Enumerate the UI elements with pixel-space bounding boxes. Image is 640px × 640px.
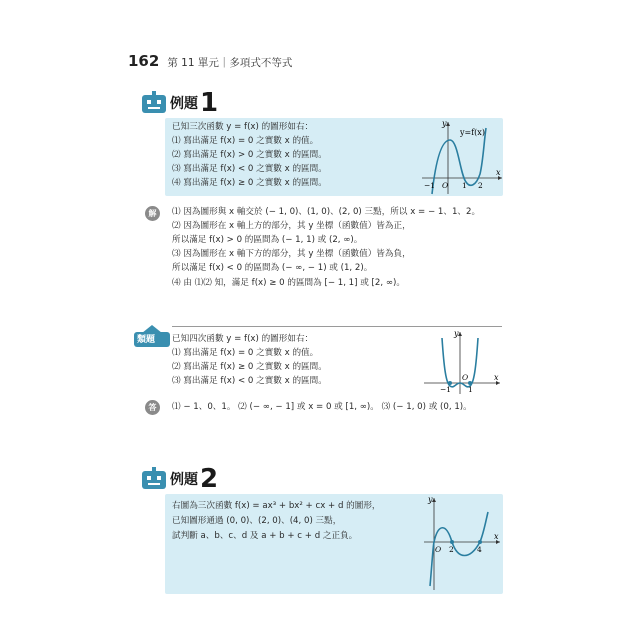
y-axis-label: y [428,495,433,504]
y-axis-arrow [432,498,436,502]
similar-line-3: ⑶ 寫出滿足 f(x) < 0 之實數 x 的區間。 [172,376,327,386]
example1-graph [420,118,505,196]
tick-neg1: −1 [440,385,452,394]
example2-graph [420,494,503,594]
solution-badge: 解 [145,206,160,221]
tick-origin: O [462,373,469,382]
similar-line-1: ⑴ 寫出滿足 f(x) = 0 之實數 x 的值。 [172,348,319,358]
robot-icon [140,467,168,491]
root-dot [450,540,454,544]
example2-word: 例題 [170,472,198,488]
example2-line-2: 試判斷 a、b、c、d 及 a + b + c + d 之正負。 [172,531,358,541]
tick-origin: O [435,545,442,554]
y-axis-label: y [442,119,447,128]
example1-line-4: ⑷ 寫出滿足 f(x) ≥ 0 之實數 x 的區間。 [172,178,327,188]
x-axis-label: x [496,168,501,177]
solution-line-2: 所以滿足 f(x) > 0 的區間為 (− 1, 1) 或 (2, ∞)。 [172,235,363,245]
similar-line-2: ⑵ 寫出滿足 f(x) ≥ 0 之實數 x 的區間。 [172,362,327,372]
similar-line-0: 已知四次函數 y = f(x) 的圖形如右： [172,334,314,344]
example2-line-0: 右圖為三次函數 f(x) = ax³ + bx² + cx + d 的圖形， [172,501,381,511]
similar-badge: 類題 [137,335,156,345]
robot-icon [140,91,168,115]
x-axis-label: x [494,373,499,382]
y-axis-arrow [446,122,450,126]
x-axis-label: x [494,532,499,541]
similar-graph [422,328,504,396]
tick-1: 1 [468,385,473,394]
y-axis-arrow [458,332,462,336]
example1-line-0: 已知三次函數 y = f(x) 的圖形如右： [172,122,314,132]
curve-label: y=f(x) [460,128,485,137]
example1-line-1: ⑴ 寫出滿足 f(x) = 0 之實數 x 的值。 [172,136,319,146]
example2-number: 2 [200,464,219,494]
example1-number: 1 [200,88,219,118]
solution-line-5: ⑷ 由 ⑴⑵ 知，滿足 f(x) ≥ 0 的區間為 [− 1, 1] 或 [2, ∞)。 [172,278,405,288]
example1-word: 例題 [170,96,198,112]
tick-2: 2 [478,181,483,190]
answer-text: ⑴ − 1、0、1。 ⑵ (− ∞, − 1] 或 x = 0 或 [1, ∞)。 ⑶ (− 1, 0) 或 (0, 1)。 [172,402,472,412]
chapter-title: 第 11 單元｜多項式不等式 [167,57,293,69]
example1-line-2: ⑵ 寫出滿足 f(x) > 0 之實數 x 的區間。 [172,150,327,160]
tick-4: 4 [477,545,482,554]
tick-neg1: −1 [424,181,436,190]
tick-2: 2 [449,545,454,554]
page-header [128,52,292,70]
example2-label [140,466,218,492]
solution-line-4: 所以滿足 f(x) < 0 的區間為 (− ∞, − 1) 或 (1, 2)。 [172,263,373,273]
answer-badge: 答 [145,400,160,415]
example1-label [140,90,218,116]
similar-top-rule [172,326,502,327]
page-number: 162 [128,52,160,70]
root-dot [478,540,482,544]
y-axis-label: y [454,329,459,338]
example2-line-1: 已知圖形通過 (0, 0)、(2, 0)、(4, 0) 三點， [172,516,342,526]
example1-line-3: ⑶ 寫出滿足 f(x) < 0 之實數 x 的區間。 [172,164,327,174]
solution-line-0: ⑴ 因為圖形與 x 軸交於 (− 1, 0)、(1, 0)、(2, 0) 三點，所以 x = − 1、1、2。 [172,207,481,217]
tick-origin: O [442,181,449,190]
solution-line-3: ⑶ 因為圖形在 x 軸下方的部分，其 y 坐標（函數值）皆為負， [172,249,411,259]
solution-line-1: ⑵ 因為圖形在 x 軸上方的部分，其 y 坐標（函數值）皆為正， [172,221,411,231]
tick-1: 1 [462,181,467,190]
